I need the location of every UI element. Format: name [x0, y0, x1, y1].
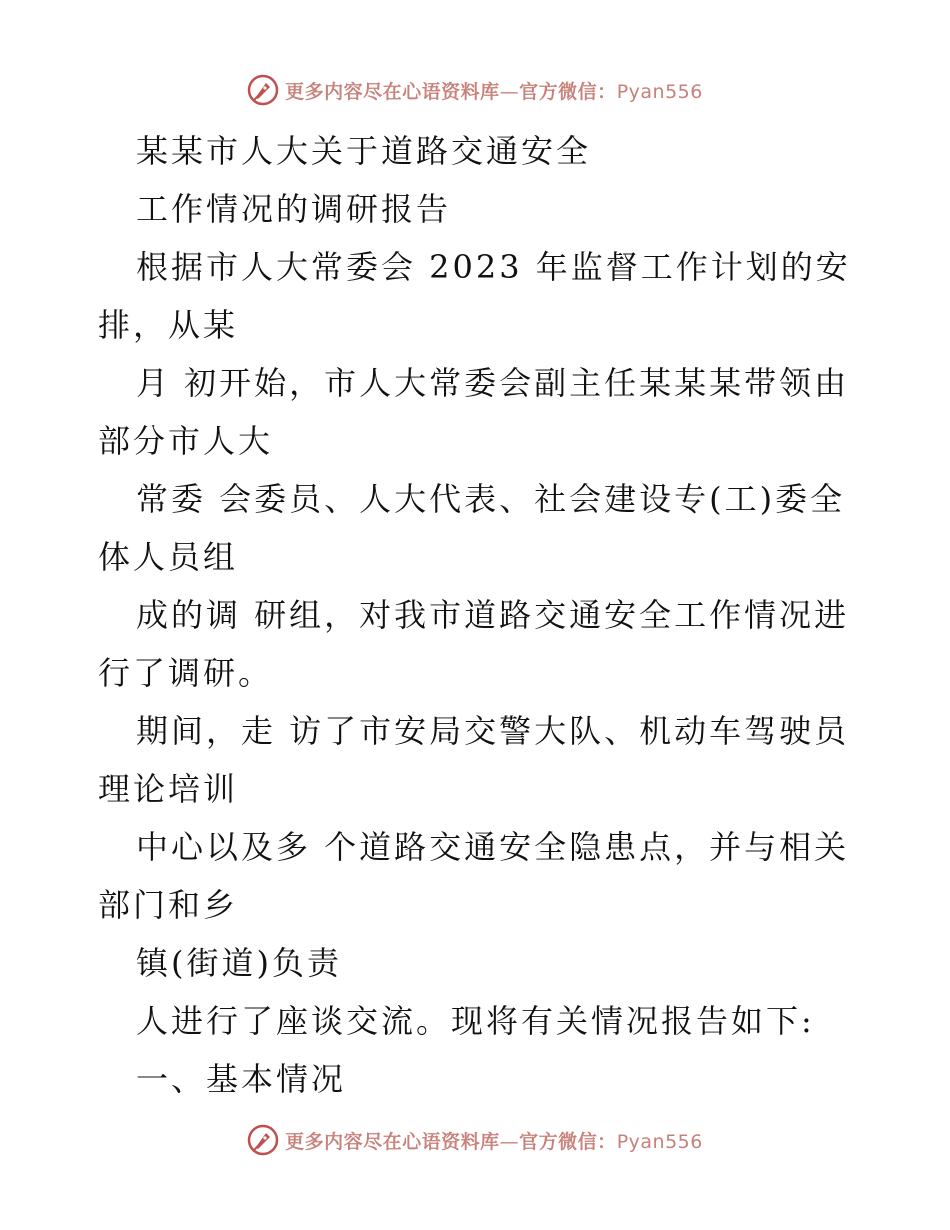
doc-title-line-2: 工作情况的调研报告 [136, 190, 452, 228]
doc-paragraph-line: 体人员组 [98, 538, 239, 576]
doc-paragraph-line: 成的调 研组，对我市道路交通安全工作情况进 [136, 596, 850, 634]
doc-paragraph-line: 部门和乡 [98, 886, 239, 924]
doc-paragraph-line: 根据市人大常委会 2023 年监督工作计划的安 [136, 248, 851, 286]
doc-paragraph-line: 镇(街道)负责 [136, 944, 342, 982]
doc-paragraph-line: 中心以及多 个道路交通安全隐患点，并与相关 [136, 828, 850, 866]
watermark-text [285, 77, 703, 104]
watermark-wechat-label: 官方微信： [519, 80, 617, 103]
watermark-separator: — [499, 1130, 520, 1153]
doc-paragraph-line: 人进行了座谈交流。现将有关情况报告如下: [136, 1002, 815, 1040]
doc-paragraph-line: 月 初开始，市人大常委会副主任某某某带领由 [136, 364, 850, 402]
watermark-banner-bottom [0, 1120, 950, 1160]
pen-nib-logo-icon [247, 1124, 279, 1156]
watermark-banner-top [0, 70, 950, 110]
pen-nib-logo-icon [247, 74, 279, 106]
watermark-text [285, 1127, 703, 1154]
watermark-wechat-label: 官方微信： [519, 1130, 617, 1153]
document-body [98, 122, 858, 1108]
watermark-wechat-id: Pyan556 [616, 80, 703, 103]
doc-paragraph-line: 行了调研。 [98, 654, 274, 692]
doc-paragraph-line: 部分市人大 [98, 422, 274, 460]
doc-paragraph-line: 排，从某 [98, 306, 239, 344]
doc-paragraph-line: 理论培训 [98, 770, 239, 808]
doc-section-heading: 一、基本情况 [136, 1060, 347, 1098]
doc-paragraph-line: 常委 会委员、人大代表、社会建设专(工)委全 [136, 480, 846, 518]
watermark-wechat-id: Pyan556 [616, 1130, 703, 1153]
doc-paragraph-line: 期间，走 访了市安局交警大队、机动车驾驶员 [136, 712, 850, 750]
doc-title-line-1: 某某市人大关于道路交通安全 [136, 132, 592, 170]
watermark-slogan: 更多内容尽在心语资料库 [285, 80, 500, 103]
watermark-slogan: 更多内容尽在心语资料库 [285, 1130, 500, 1153]
watermark-separator: — [499, 80, 520, 103]
